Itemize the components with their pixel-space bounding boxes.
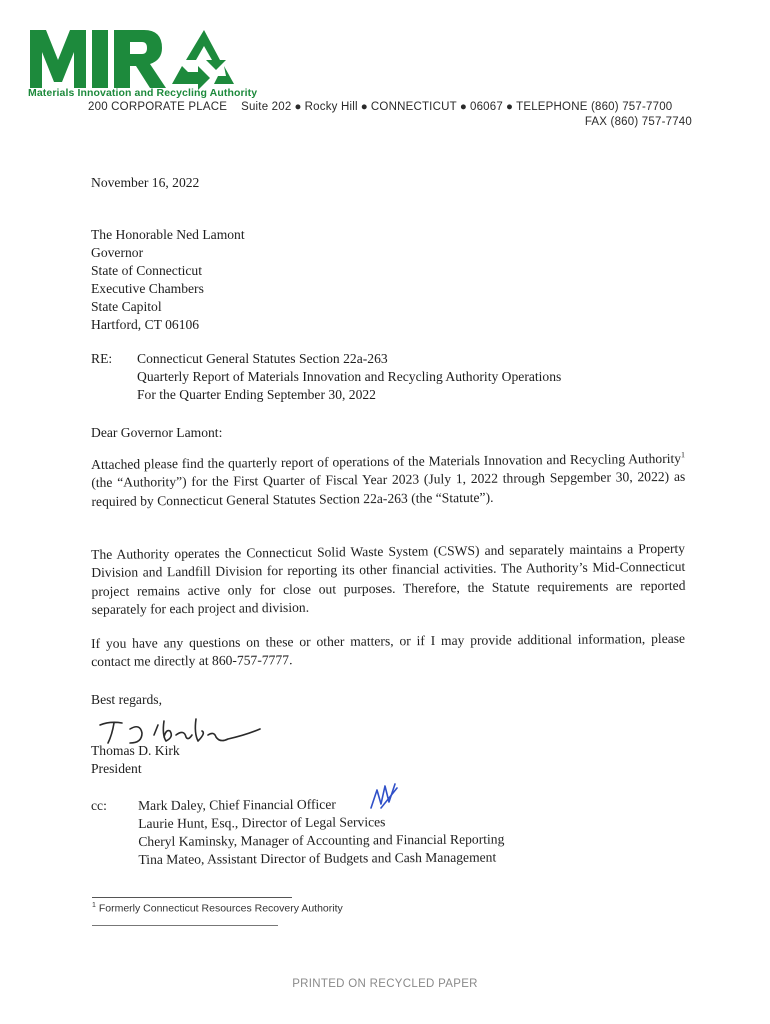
letterhead-city: Rocky Hill [304,101,358,113]
footnote-divider [92,897,292,898]
cc-list [138,794,505,869]
body-paragraph-1 [91,450,686,511]
letterhead-telephone: TELEPHONE (860) 757-7700 [516,101,673,113]
signer-title: President [91,761,142,776]
cc-label: cc: [91,798,107,813]
re-subject [137,350,561,404]
letterhead-street: 200 CORPORATE PLACE [88,101,228,113]
recipient-line: State of Connecticut [91,263,202,278]
re-label: RE: [91,351,113,366]
signer-block [91,742,180,778]
cc-recipient: Laurie Hunt, Esq., Director of Legal Services [138,814,386,831]
closing: Best regards, [91,692,162,707]
recipient-line: The Honorable Ned Lamont [91,227,245,242]
footnote-divider [92,925,278,926]
footnote-text: Formerly Connecticut Resources Recovery Authority [95,902,343,915]
re-line: Quarterly Report of Materials Innovation and Recycling Authority Operations [137,369,562,384]
body-paragraph-3: If you have any questions on these or other matters, or if I may provide additional information, please contact me directly at 860-757-7777. [91,630,686,670]
recipient-line: State Capitol [91,299,162,314]
recipient-line: Executive Chambers [91,281,204,296]
letterhead-address: 200 CORPORATE PLACE Suite 202 ● Rocky Hill ● CONNECTICUT ● 06067 ● TELEPHONE (860) 757-7700 [88,101,673,113]
letter-date: November 16, 2022 [91,175,200,190]
letterhead-fax: FAX (860) 757-7740 [584,116,692,128]
letterhead-zip: 06067 [469,101,503,113]
re-line: Connecticut General Statutes Section 22a-263 [137,351,388,366]
re-line: For the Quarter Ending September 30, 2022 [137,387,376,402]
recipient-line: Governor [91,245,144,260]
signer-name: Thomas D. Kirk [91,743,180,758]
salutation: Dear Governor Lamont: [91,425,223,440]
printed-on-recycled-paper: PRINTED ON RECYCLED PAPER [292,978,478,990]
p1-text-b: (the “Authority”) for the First Quarter of Fiscal Year 2023 (July 1, 2022 through Sepgember 30, 2022) as required by Connecticut General Statutes Section 22a-263 (the “Statute”). [91,469,686,509]
cc-recipient: Mark Daley, Chief Financial Officer [138,796,336,813]
mira-logo [28,26,244,90]
cc-recipient: Cheryl Kaminsky, Manager of Accounting and Financial Reporting [138,831,505,849]
footnote-reference: 1 [680,450,686,460]
handwritten-initials [367,780,403,812]
footnote-marker: 1 [92,902,96,909]
body-paragraph-2: The Authority operates the Connecticut Solid Waste System (CSWS) and separately maintains a Property Division and Landfill Division for reporting its other financial activities. The Authority’s Mid-Connecticut project remains active only for close out purposes. Therefore, the Statute requirements are reported separately for each project and division. [91,540,686,618]
recipient-address [91,226,245,334]
recipient-line: Hartford, CT 06106 [91,317,200,332]
letterhead-state: CONNECTICUT [370,101,457,113]
footnote [92,902,343,915]
letterhead-tagline: Materials Innovation and Recycling Authority [28,87,258,99]
cc-recipient: Tina Mateo, Assistant Director of Budgets and Cash Management [138,849,497,867]
p1-text-a: Attached please find the quarterly report of operations of the Materials Innovation and Recycling Authority [91,450,682,472]
letterhead-suite: Suite 202 [241,101,292,113]
